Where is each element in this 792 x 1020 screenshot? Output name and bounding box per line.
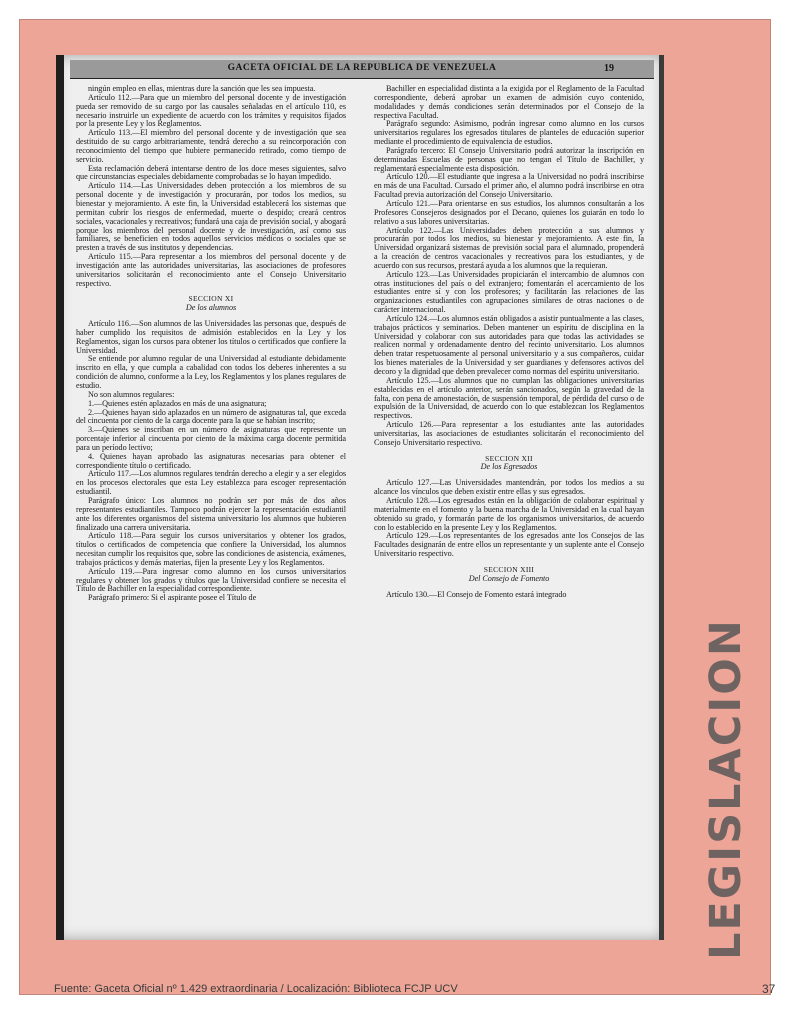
paragraph: 1.—Quienes estén aplazados en más de una asignatura;	[88, 398, 267, 408]
paragraph: Artículo 128.—Los egresados están en la obligación de colaborar espiritual y materialmente en el fomento y la buena marcha de la Universidad en la cual hayan obtenido su grado, y formarán parte de los organismos universitarios, de acuerdo con lo establecido en la presente Ley y los Reglamentos.	[374, 495, 644, 532]
paragraph: Artículo 126.—Para representar a los estudiantes ante las autoridades universitarias, las asociaciones de estudiantes solicitarán el reconocimiento del Consejo Universitario respectivo.	[374, 420, 644, 447]
footer-source: Fuente: Gaceta Oficial nº 1.429 extraordinaria / Localización: Biblioteca FCJP UCV	[54, 983, 458, 995]
paragraph: Artículo 113.—El miembro del personal docente y de investigación que sea destituido de su cargo arbitrariamente, tendrá derecho a su reincorporación con reconocimiento del tiempo que hubiere permanecido retirado, como tiempo de servicio.	[76, 128, 346, 164]
paragraph: Parágrafo tercero: El Consejo Universitario podrá autorizar la inscripción en determinadas Escuelas de personas que no tengan el Título de Bachiller, y reglamentará especialmente esta disposición.	[374, 145, 644, 173]
section-subheading: Del Consejo de Fomento	[468, 573, 550, 583]
page-frame	[19, 19, 776, 996]
gazette-header-title: GACETA OFICIAL DE LA REPUBLICA DE VENEZUELA	[227, 63, 497, 73]
gazette-header	[70, 60, 654, 79]
section-subheading: De los Egresados	[480, 462, 538, 472]
paragraph: Artículo 130.—El Consejo de Fomento estará integrado	[386, 589, 567, 599]
paragraph: Artículo 123.—Las Universidades propiciarán el intercambio de alumnos con otras instituciones del país o del extranjero; fomentarán el acercamiento de los estudiantes entre sí y con los profesores; y facilitarán las relaciones de las organizaciones estudiantiles con agrupaciones similares de otras naciones o de carácter internacional.	[374, 269, 644, 315]
paragraph: Esta reclamación deberá intentarse dentro de los doce meses siguientes, salvo que circunstancias especiales debidamente comprobadas se lo hayan impedido.	[76, 163, 346, 182]
page-number: 37	[762, 982, 776, 996]
paragraph: Artículo 127.—Las Universidades mantendrán, por todos los medios a su alcance los vínculos que deben existir entre ellas y sus egresados.	[374, 478, 644, 497]
paragraph: Parágrafo primero: Si el aspirante posee el Título de	[88, 593, 257, 603]
paragraph: Parágrafo único: Los alumnos no podrán ser por más de dos años representantes estudiantiles. Tampoco podrán ejercer la representación estudiantil ante los diferentes organismos del sistema universitario los alumnos que hubieren finalizado una carrera universitaria.	[76, 495, 346, 532]
paragraph: Artículo 117.—Los alumnos regulares tendrán derecho a elegir y a ser elegidos en los procesos electorales que esta Ley establezca para escoger representación estudiantil.	[76, 469, 346, 497]
section-sidebar-title: LEGISLACION	[701, 618, 751, 960]
right-text-column	[374, 85, 644, 599]
paragraph: Artículo 129.—Los representantes de los egresados ante los Consejos de las Facultades designarán de entre ellos un representante y un suplente ante el Consejo Universitario respectivo.	[374, 531, 644, 559]
paragraph: Artículo 125.—Los alumnos que no cumplan las obligaciones universitarias establecidas en el artículo anterior, serán sancionados, según la gravedad de la falta, con pena de amonestación, de suspensión temporal, de pérdida del curso o de expulsión de la Universidad, de acuerdo con lo que establezcan los Reglamentos respectivos.	[374, 375, 644, 421]
paragraph: Artículo 115.—Para representar a los miembros del personal docente y de investigación ante las autoridades universitarias, las asociaciones de profesores universitarios solicitarán el reconocimiento ante el Consejo Universitario respectivo.	[76, 252, 346, 288]
paragraph: 2.—Quienes hayan sido aplazados en un número de asignaturas tal, que exceda del cincuenta por ciento de la carga docente para la que se habían inscrito;	[76, 407, 346, 426]
section-heading: SECCION XI	[188, 294, 234, 304]
section-heading: SECCION XIII	[483, 564, 535, 574]
paragraph: Artículo 120.—El estudiante que ingresa a la Universidad no podrá inscribirse en más de una Facultad. Cursado el primer año, el alumno podrá inscribirse en otra Facultad previa autorización del Consejo Universitario.	[374, 172, 644, 200]
paragraph: Artículo 124.—Los alumnos están obligados a asistir puntualmente a las clases, trabajos prácticos y seminarios. Deben mantener un espíritu de disciplina en la Universidad y colaborar con sus autoridades para que todas las actividades se realicen normal y ordenadamente dentro del recinto universitario. Los alumnos deben tratar respetuosamente al personal universitario y a sus compañeros, cuidar los bienes materiales de la Universidad y ser guardianes y defensores activos del decoro y la dignidad que deben prevalecer como normas del espíritu universitario.	[374, 313, 644, 376]
paragraph: ningún empleo en ellas, mientras dure la sanción que les sea impuesta.	[88, 84, 316, 93]
paragraph: Se entiende por alumno regular de una Universidad al estudiante debidamente inscrito en ella, y que cumpla a cabalidad con todos los deberes inherentes a su condición de alumno, conforme a la Ley, los Reglamentos y los planes regulares de estudio.	[76, 354, 346, 390]
paragraph: 4. Quienes hayan aprobado las asignaturas necesarias para obtener el correspondiente título o certificado.	[76, 451, 346, 470]
paragraph: Artículo 112.—Para que un miembro del personal docente y de investigación pueda ser removido de su cargo por las causales señaladas en el artículo 110, es necesario instruirle un expediente de acuerdo con los trámites y requisitos fijados por la presente Ley y los Reglamentos.	[76, 92, 346, 129]
gazette-header-page: 19	[604, 63, 614, 74]
paragraph: Parágrafo segundo: Asimismo, podrán ingresar como alumno en los cursos universitarios regulares los egresados titulares de planteles de educación superior mediante el procedimiento de equivalencia de estudios.	[374, 119, 644, 147]
section-subheading: De los alumnos	[185, 303, 237, 313]
paragraph: Artículo 119.—Para ingresar como alumno en los cursos universitarios regulares y obtener los grados y títulos que la Universidad confiere se necesita el Título de Bachiller en la especialidad correspondiente.	[76, 566, 346, 594]
paragraph: Artículo 114.—Las Universidades deben protección a los miembros de su personal docente y de investigación y procurarán, por todos los medios, su bienestar y mejoramiento. A este fin, la Universidad establecerá los sistemas que permitan cubrir los riesgos de enfermedad, muerte o despido; creará centros sociales, vacacionales y recreativos; fundará una caja de previsión social, y abogará porque los miembros del personal docente y de investigación, así como sus familiares, se beneficien en todos aquellos servicios médicos o sociales que se presten a través de sus institutos y dependencias.	[76, 181, 346, 253]
left-text-column	[76, 85, 346, 603]
paragraph: Bachiller en especialidad distinta a la exigida por el Reglamento de la Facultad correspondiente, deberá aprobar un examen de admisión cuyo contenido, modalidades y demás condiciones serán determinados por el Consejo de la respectiva Facultad.	[374, 84, 644, 120]
paragraph: Artículo 121.—Para orientarse en sus estudios, los alumnos consultarán a los Profesores Consejeros designados por el Decano, quienes los guiarán en todo lo relativo a sus labores universitarias.	[374, 198, 644, 226]
paragraph: No son alumnos regulares:	[88, 389, 175, 399]
scanned-gazette-page	[56, 55, 664, 940]
paragraph: 3.—Quienes se inscriban en un número de asignaturas que represente un porcentaje inferior al cincuenta por ciento de la máxima carga docente permitida para un período lectivo;	[76, 425, 346, 452]
paragraph: Artículo 122.—Las Universidades deben protección a sus alumnos y procurarán por todos los medios, su bienestar y mejoramiento. A este fin, la Universidad organizará sistemas de previsión social para el alumnado, propenderá a la creación de centros vacacionales y recreativos para los estudiantes, y de acuerdo con sus recursos, prestará ayuda a los alumnos que la requieran.	[374, 225, 644, 270]
paragraph: Artículo 116.—Son alumnos de las Universidades las personas que, después de haber cumplido los requisitos de admisión establecidos en la Ley y los Reglamentos, sigan los cursos para obtener los títulos o certificados que confiere la Universidad.	[76, 319, 346, 355]
paragraph: Artículo 118.—Para seguir los cursos universitarios y obtener los grados, títulos o certificados de competencia que confiere la Universidad, los alumnos necesitan cumplir los requisitos que, sobre las condiciones de asistencia, exámenes, trabajos prácticos y demás materias, fijen la presente Ley y los Reglamentos.	[76, 531, 346, 567]
section-heading: SECCION XII	[485, 453, 533, 463]
